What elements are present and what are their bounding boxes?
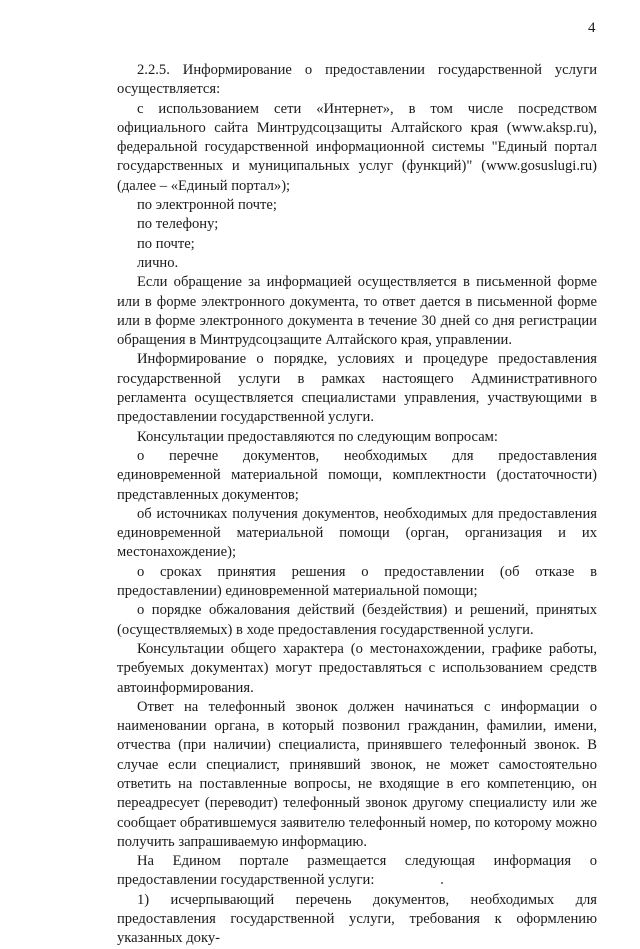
paragraph: Консультации предоставляются по следующим вопросам:	[137, 428, 498, 445]
list-item: лично.	[137, 254, 179, 271]
paragraph: Информирование о порядке, условиях и процедуре предоставления государственной услуги в рамках настоящего Административного регламента осуществляется специалистами управления, участвующими в предоставлении государственной услуги.	[117, 351, 597, 426]
list-item: по электронной почте;	[137, 197, 277, 214]
list-item: о порядке обжалования действий (бездействия) и решений, принятых (осуществляемых) в ходе предоставления государственной услуги.	[117, 602, 597, 638]
section-heading-paragraph: 2.2.5. Информирование о предоставлении государственной услуги осуществляется:	[117, 62, 597, 98]
list-item: по телефону;	[137, 216, 219, 233]
list-item: об источниках получения документов, необходимых для предоставления единовременной материальной помощи (орган, организация и их местонахождение);	[117, 505, 597, 561]
list-item: 1) исчерпывающий перечень документов, необходимых для предоставления государственной услуги, требования к оформлению указанных доку-	[117, 891, 597, 947]
list-item: по почте;	[137, 235, 195, 252]
list-item: о перечне документов, необходимых для предоставления единовременной материальной помощи, комплектности (достаточности) представленных документов;	[117, 447, 597, 503]
paragraph: с использованием сети «Интернет», в том числе посредством официального сайта Минтрудсоцзащиты Алтайского края (www.aksp.ru), федеральной государственной информационной системы "Единый портал государственных и муниципальных услуг (функций)" (www.gosuslugi.ru) (далее – «Единый портал»);	[117, 100, 597, 194]
paragraph: Ответ на телефонный звонок должен начинаться с информации о наименовании органа, в который позвонил гражданин, фамилии, имени, отчества (при наличии) специалиста, принявшего телефонный звонок. В случае если специалист, принявший звонок, не может самостоятельно ответить на поставленные вопросы, не входящие в его компетенцию, он переадресует (переводит) телефонный звонок другому специалисту или же сообщает обратившемуся заявителю телефонный номер, по которому можно получить запрашиваемую информацию.	[117, 698, 597, 850]
scan-artifact	[441, 882, 443, 884]
paragraph: Если обращение за информацией осуществляется в письменной форме или в форме электронного документа, то ответ дается в письменной форме или в форме электронного документа в течение 30 дней со дня регистрации обращения в Минтрудсоцзащите Алтайского края, управлении.	[117, 274, 597, 349]
list-item: о сроках принятия решения о предоставлении (об отказе в предоставлении) единовременной материальной помощи;	[117, 563, 597, 600]
paragraph: На Едином портале размещается следующая информация о предоставлении государственной услуги:	[117, 853, 597, 889]
paragraph: Консультации общего характера (о местонахождении, графике работы, требуемых документах) могут предоставляться с использованием средств автоинформирования.	[117, 640, 597, 696]
page-number: 4	[588, 20, 596, 36]
document-body	[117, 61, 597, 949]
